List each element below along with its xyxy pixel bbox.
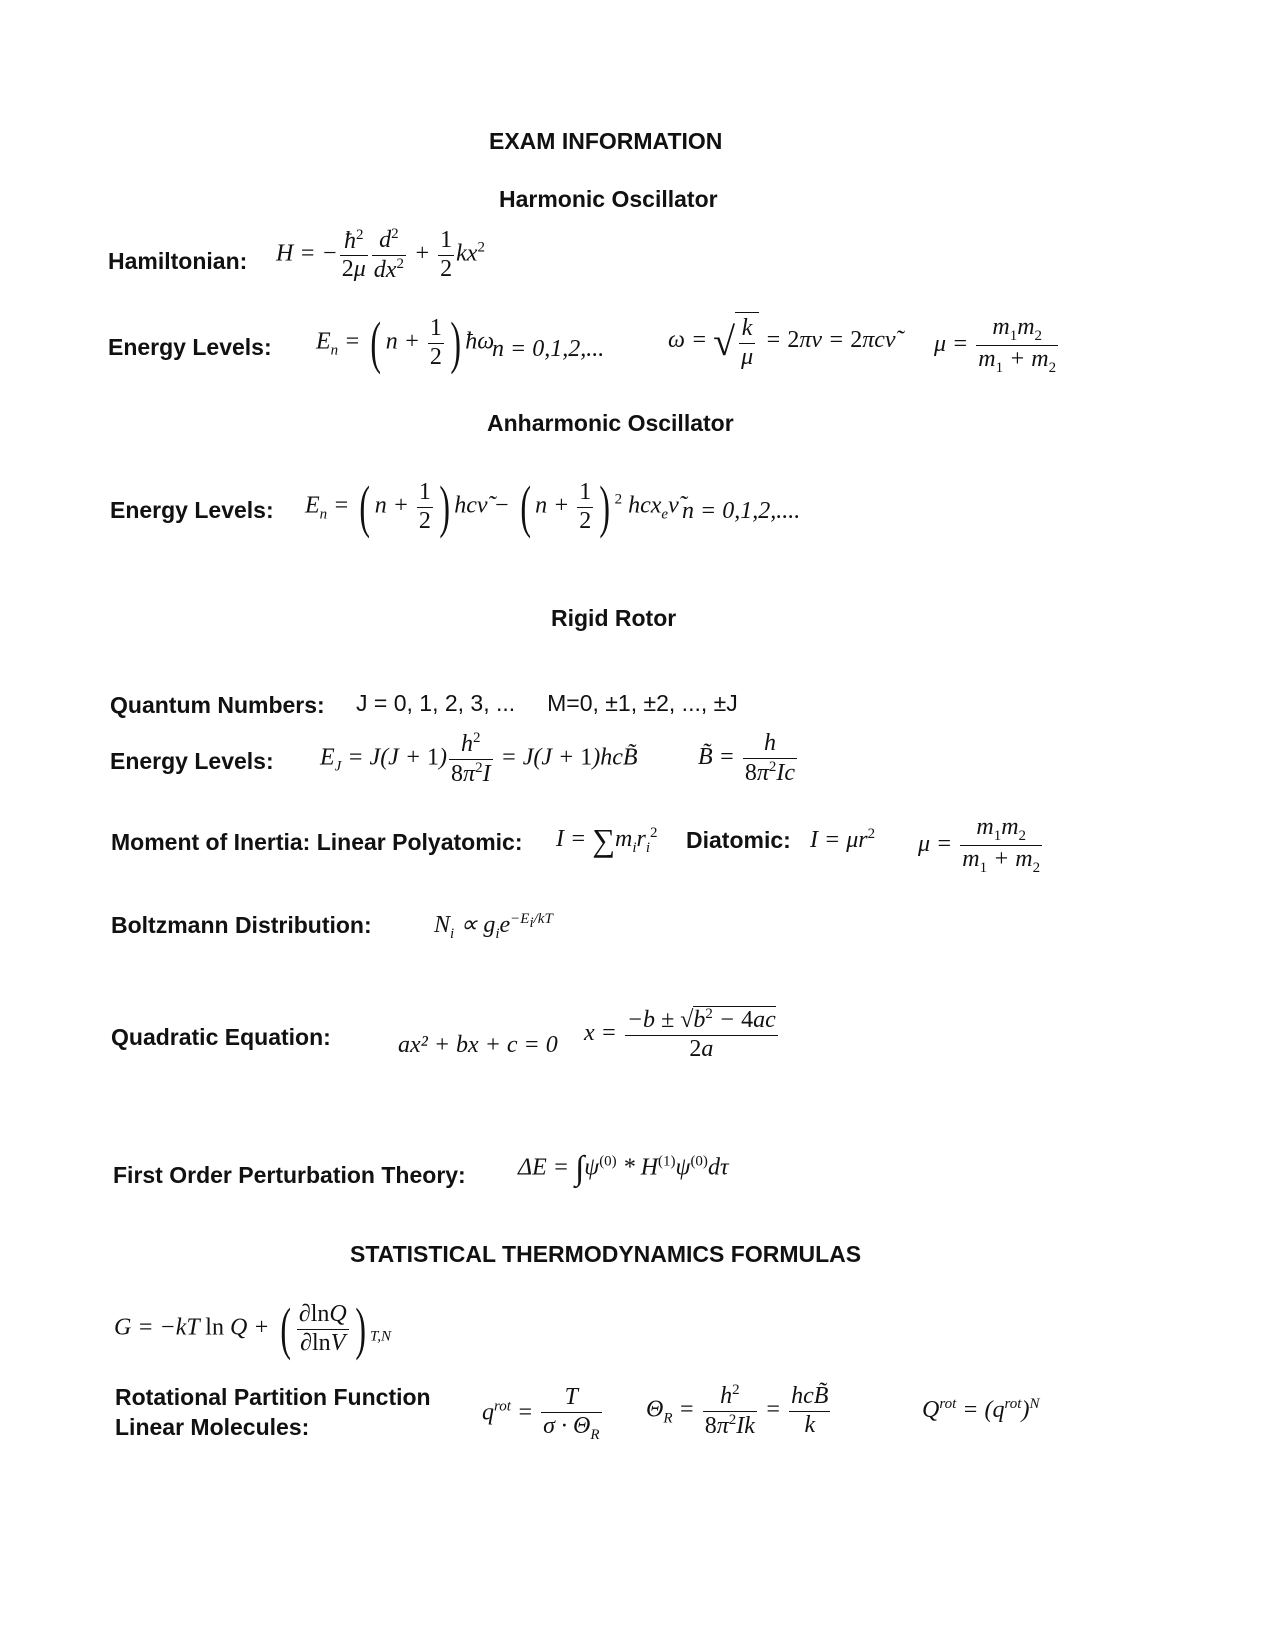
harmonic-n-range: n = 0,1,2,...	[492, 336, 605, 362]
rotational-pf-equation: $q^{rot}$ = $\frac{T}{\sigma \cdot \Theta_R}$	[482, 1384, 600, 1443]
section-harmonic-oscillator: Harmonic Oscillator	[499, 186, 718, 212]
moment-of-inertia-label: Moment of Inertia: Linear Polyatomic:	[111, 829, 523, 855]
omega-equation: ω = √ $\frac{k}{\mu}$ = 2πν = 2πcν̃	[668, 312, 896, 371]
harmonic-energy-equation: $E_n$ = ( n + $\frac{1}{2}$ ) ħω	[316, 310, 495, 375]
hamiltonian-equation: H = − $\frac{ħ^2}{2\mu}$ $\frac{d^2}{dx^2}$ + $\frac{1}{2}$ $kx^2$	[276, 226, 485, 283]
reduced-mass-equation: μ = $\frac{m_1m_2}{m_1 + m_2}$	[934, 314, 1057, 376]
section-anharmonic-oscillator: Anharmonic Oscillator	[487, 410, 734, 436]
diatomic-label: Diatomic:	[686, 827, 791, 853]
section-statistical-thermodynamics: STATISTICAL THERMODYNAMICS FORMULAS	[350, 1241, 862, 1267]
quantum-numbers-label: Quantum Numbers:	[110, 692, 325, 718]
rotor-energy-equation: $E_J = J(J + 1)$ $\frac{h^2}{8\pi^2I}$ = J(J + 1)hcB̃	[320, 730, 638, 787]
rotor-energy-levels-label: Energy Levels:	[110, 748, 274, 774]
rotational-pf-label-line2: Linear Molecules:	[115, 1414, 310, 1440]
anharmonic-n-range: n = 0,1,2,....	[682, 498, 801, 524]
page-title: EXAM INFORMATION	[489, 128, 723, 154]
harmonic-energy-levels-label: Energy Levels:	[108, 334, 272, 360]
section-rigid-rotor: Rigid Rotor	[551, 605, 677, 631]
polyatomic-inertia-equation: $I = \sum m_ir_i^2$	[556, 822, 658, 858]
boltzmann-equation: $N_i \propto g_ie^{-E_i/kT}$	[434, 911, 553, 942]
diatomic-inertia-equation: $I = \mu r^2$	[810, 826, 876, 853]
rotational-constant-equation: B̃ = $\frac{h}{8\pi^2Ic}$	[698, 730, 796, 786]
anharmonic-energy-levels-label: Energy Levels:	[110, 497, 274, 523]
total-rotational-pf-equation: $Q^{rot} = (q^{rot})^N$	[922, 1396, 1040, 1423]
gibbs-energy-equation: G = −kT ln Q + ( $\frac{\partial\ln Q}{\partial\ln V}$ ) $_{T,N}$	[114, 1296, 392, 1361]
hamiltonian-label: Hamiltonian:	[108, 248, 248, 274]
perturbation-label: First Order Perturbation Theory:	[113, 1162, 466, 1188]
rotational-temperature-equation: $\Theta_R$ = $\frac{h^2}{8\pi^2Ik}$ = hcB̃ k	[646, 1382, 829, 1439]
quadratic-formula: x = $\frac{-b \pm √b^2 - 4ac}{2a}$	[584, 1006, 776, 1062]
anharmonic-energy-equation: $E_n$ = ( n + $\frac{1}{2}$ ) hcν̃ − ( n + $\frac{1}{2}$ ) $^2$ hcx$_e$ν̃	[305, 474, 679, 539]
quadratic-equation: ax² + bx + c = 0	[398, 1032, 558, 1058]
quadratic-label: Quadratic Equation:	[111, 1024, 331, 1050]
perturbation-equation: $\Delta E = \int\psi^{(0)} * H^{(1)}\psi^{(0)}d\tau$	[518, 1150, 729, 1187]
rotational-pf-label-line1: Rotational Partition Function	[115, 1384, 431, 1410]
diatomic-reduced-mass-equation: μ = $\frac{m_1m_2}{m_1 + m_2}$	[918, 814, 1041, 876]
boltzmann-label: Boltzmann Distribution:	[111, 912, 372, 938]
quantum-numbers-values: J = 0, 1, 2, 3, ... M=0, ±1, ±2, ..., ±J	[356, 690, 738, 716]
